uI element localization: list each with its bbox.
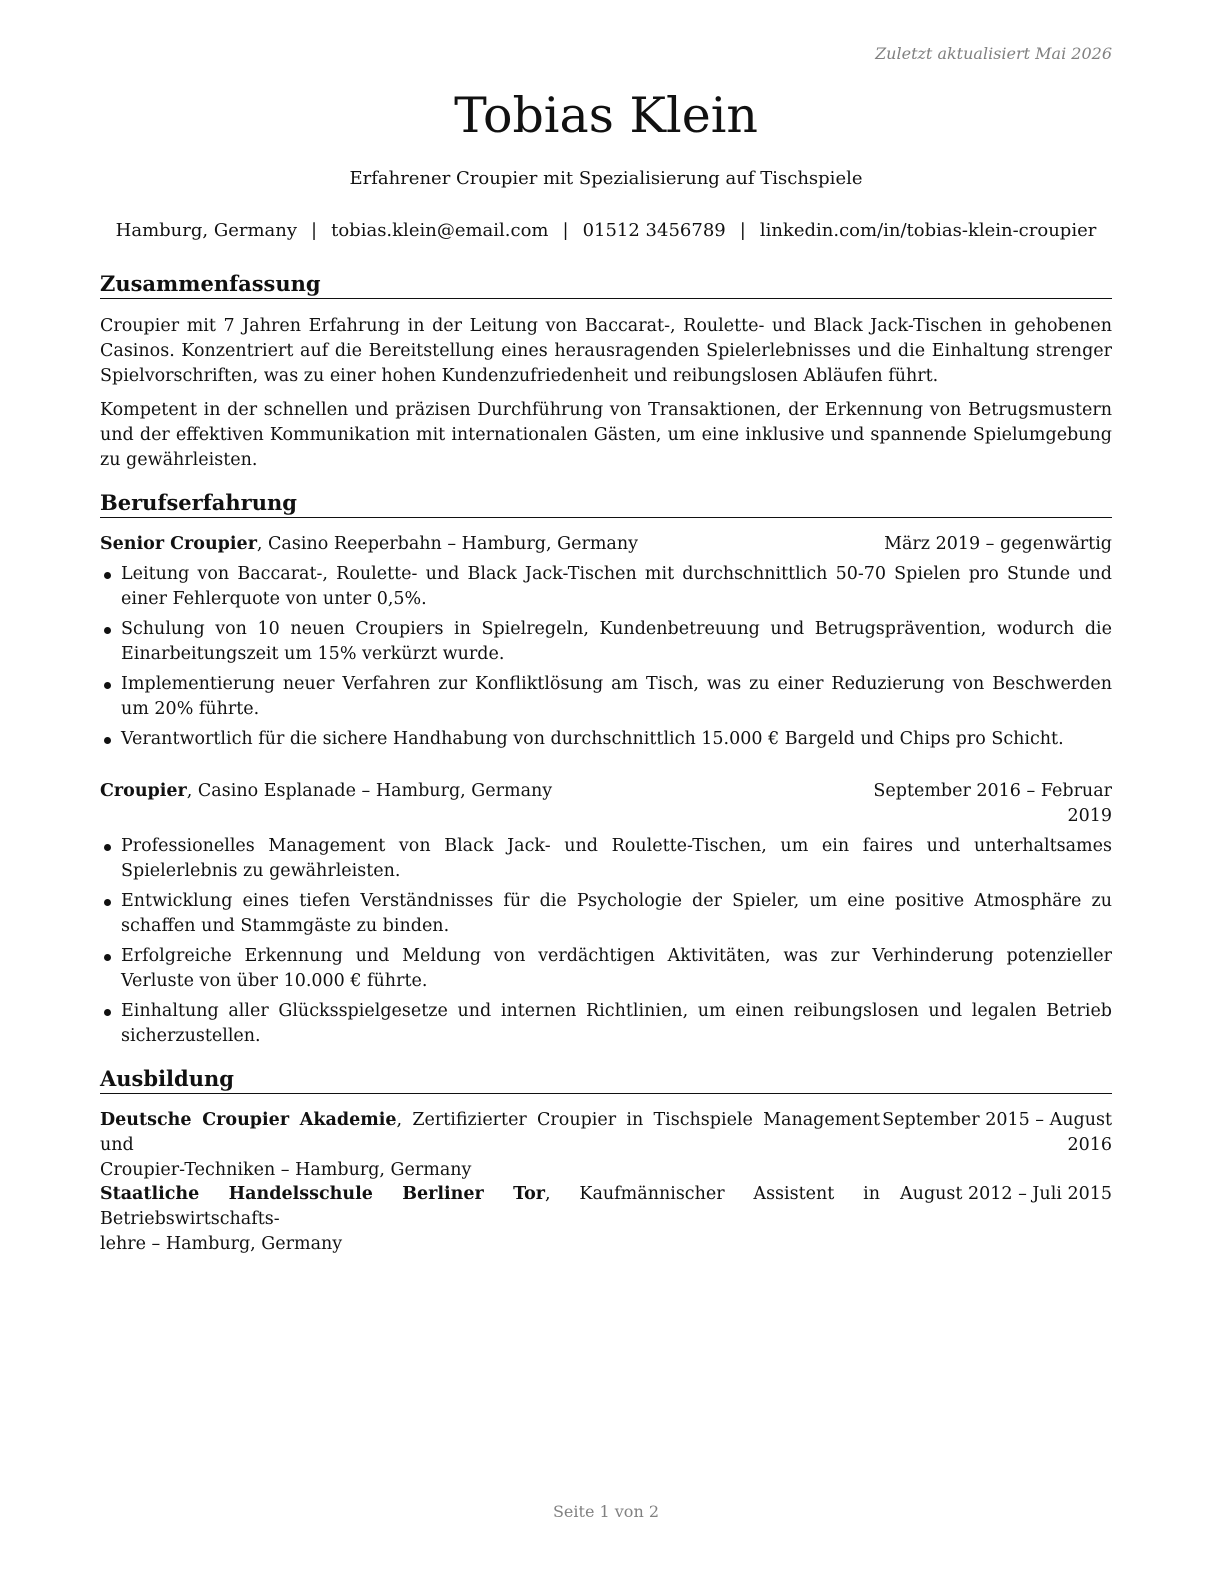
summary-paragraph: Croupier mit 7 Jahren Erfahrung in der Leitung von Baccarat-, Roulette- und Black Jack-Tischen in gehobenen Casinos. Konzentriert auf die Bereitstellung eines herausragenden Spielerlebnisses und die Einhaltung strenger Spielvorschriften, was zu einer hohen Kundenzufriedenheit und reibungslosen Abläufen führt. (100, 316, 1112, 386)
education-description: Staatliche Handelsschule Berliner Tor, Kaufmännischer Assistent in Betriebswirtschafts- lehre – Hamburg, Germany (100, 1184, 881, 1254)
contact-separator: | (562, 220, 569, 241)
bullet-dot-icon (104, 627, 111, 634)
job-title-line (100, 532, 638, 557)
list-item: Schulung von 10 neuen Croupiers in Spielregeln, Kundenbetreuung und Betrugsprävention, wodurch die Einarbeitungszeit um 15% verkürzt wurde. (100, 617, 1112, 667)
contact-separator: | (739, 220, 746, 241)
contact-line (100, 219, 1112, 243)
bullet-dot-icon (104, 1009, 111, 1016)
bullet-dot-icon (104, 954, 111, 961)
school-name: Deutsche Croupier Akademie (100, 1110, 397, 1130)
education-entry (100, 1108, 1112, 1180)
summary-paragraph: Kompetent in der schnellen und präzisen Durchführung von Transaktionen, der Erkennung von Betrugsmustern und der effektiven Kommunikation mit internationalen Gästen, um eine inklusive und spannende Spielumgebung zu gewährleisten. (100, 400, 1112, 470)
bullet-dot-icon (104, 682, 111, 689)
page-number: Seite 1 von 2 (552, 1502, 660, 1521)
job-bullets (100, 562, 1112, 757)
contact-separator: | (311, 220, 318, 241)
job-dates: September 2016 – Februar 2019 (873, 781, 1112, 826)
education-description: Deutsche Croupier Akademie, Zertifizierter Croupier in Tischspiele Management und Croupier-Techniken – Hamburg, Germany (100, 1110, 880, 1180)
job-header (100, 532, 1112, 557)
last-updated: Zuletzt aktualisiert Mai 2026 (875, 44, 1112, 63)
list-item: Professionelles Management von Black Jack- und Roulette-Tischen, um ein faires und unterhaltsames Spielerlebnis zu gewährleisten. (100, 834, 1112, 884)
bullet-dot-icon (104, 737, 111, 744)
bullet-dot-icon (104, 572, 111, 579)
bullet-dot-icon (104, 844, 111, 851)
bullet-dot-icon (104, 899, 111, 906)
list-item: Einhaltung aller Glücksspielgesetze und internen Richtlinien, um einen reibungslosen und legalen Betrieb sicherzustellen. (100, 999, 1112, 1049)
contact-email[interactable]: tobias.klein@email.com (331, 220, 549, 241)
list-item: Leitung von Baccarat-, Roulette- und Black Jack-Tischen mit durchschnittlich 50-70 Spielen pro Stunde und einer Fehlerquote von unter 0,5%. (100, 562, 1112, 612)
section-title-summary: Zusammenfassung (100, 270, 1112, 299)
school-name: Staatliche Handelsschule Berliner Tor (100, 1184, 546, 1204)
job-title-line (100, 779, 552, 804)
list-item: Implementierung neuer Verfahren zur Konfliktlösung am Tisch, was zu einer Reduzierung von Beschwerden um 20% führte. (100, 672, 1112, 722)
job-org: , Casino Reeperbahn – Hamburg, Germany (256, 534, 639, 554)
job-bullets (100, 834, 1112, 1054)
education-dates: September 2015 – August 2016 (882, 1110, 1112, 1155)
contact-location: Hamburg, Germany (115, 220, 298, 241)
section-title-education: Ausbildung (100, 1065, 1112, 1094)
education-entry (100, 1182, 1112, 1254)
list-item: Erfolgreiche Erkennung und Meldung von verdächtigen Aktivitäten, was zur Verhinderung potenzieller Verluste von über 10.000 € führte. (100, 944, 1112, 994)
contact-linkedin[interactable]: linkedin.com/in/tobias-klein-croupier (759, 220, 1097, 241)
education-dates: August 2012 – Juli 2015 (900, 1184, 1112, 1204)
contact-phone[interactable]: 01512 3456789 (582, 220, 726, 241)
job-role: Croupier (100, 781, 187, 801)
list-item: Verantwortlich für die sichere Handhabung von durchschnittlich 15.000 € Bargeld und Chips pro Schicht. (100, 727, 1112, 752)
job-role: Senior Croupier (100, 534, 257, 554)
list-item: Entwicklung eines tiefen Verständnisses für die Psychologie der Spieler, um eine positive Atmosphäre zu schaffen und Stammgäste zu binden. (100, 889, 1112, 939)
resume-page (100, 0, 1112, 1584)
job-header (100, 779, 1112, 829)
job-org: , Casino Esplanade – Hamburg, Germany (186, 781, 553, 801)
job-dates: März 2019 – gegenwärtig (884, 534, 1112, 554)
candidate-name: Tobias Klein (454, 87, 758, 144)
section-title-experience: Berufserfahrung (100, 489, 1112, 518)
tagline: Erfahrener Croupier mit Spezialisierung auf Tischspiele (349, 168, 863, 189)
